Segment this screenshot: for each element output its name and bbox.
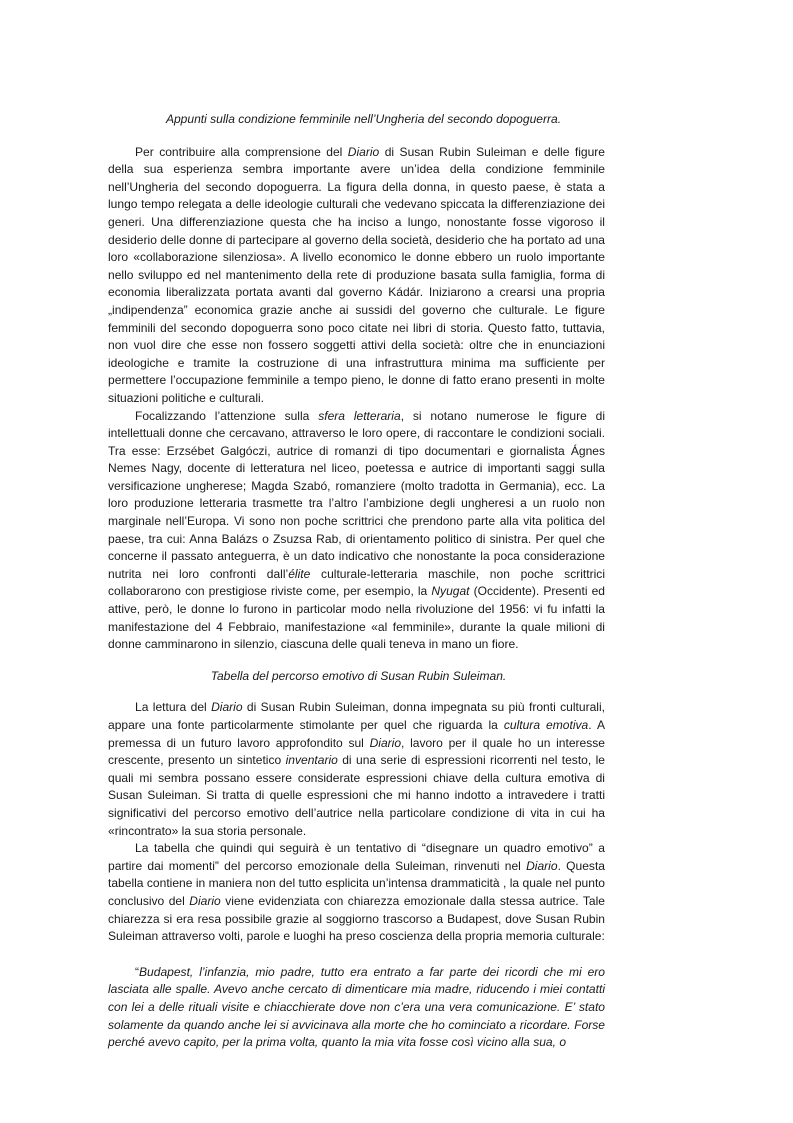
block-quote bbox=[108, 964, 605, 1052]
text-run: Focalizzando l’attenzione sulla bbox=[135, 408, 319, 423]
text-run: , si notano numerose le figure di intellettuali donne che cercavano, attraverso le loro opere, di raccontare le condizioni sociali. Tra esse: Erzsébet Galgóczi, autrice di romanzi di tipo documentari e giornalista Ágnes Nemes Nagy, docente di letteratura nel liceo, poetessa e autrice di importanti saggi sulla versificazione ungherese; Magda Szabó, romanziere (molto tradotta in Germania), ecc. La loro produzione letteraria trasmette tra l’altro l’ambizione degli ungheresi a un ruolo non marginale nell’Europa. Vi sono non poche scrittrici che prendono parte alla vita politica del paese, tra cui: Anna Balázs o Zsuzsa Rab, di orientamento politico di sinistra. Per quel che concerne il passato anteguerra, è un dato indicativo che nonostante la poca considerazione nutrita nei loro confronti dall’ bbox=[108, 408, 606, 581]
text-run: . A premessa di un futuro lavoro approfondito sul bbox=[108, 718, 605, 750]
italic-diario: Diario bbox=[189, 893, 221, 908]
italic-elite: élite bbox=[288, 566, 311, 581]
document-page bbox=[108, 102, 605, 1052]
text-run: La tabella che quindi qui seguirà è un tentativo di “disegnare un quadro emotivo” a partire dai momenti” del percorso emozionale della Suleiman, rinvenuti nel bbox=[108, 841, 605, 873]
text-run: , lavoro per il quale ho un interesse crescente, presento un sintetico bbox=[108, 735, 605, 768]
italic-sfera-letteraria: sfera letteraria bbox=[318, 408, 401, 423]
italic-inventario: inventario bbox=[285, 753, 338, 768]
quote-text: Budapest, l’infanzia, mio padre, tutto era entrato a far parte dei ricordi che mi ero lasciata alle spalle. Avevo anche cercato di dimenticare mia madre, riducendo i miei contatti con lei a delle rituali visite e chiacchierate dove non c’era una vera comunicazione. E’ stato solamente da quando anche lei si avvicinava alla morte che ho cominciato a ricordare. Forse perché avevo capito, per la prima volta, quanto la mia vita fosse così vicino alla sua, o bbox=[108, 964, 605, 1050]
text-run: . Questa tabella contiene in maniera non del tutto esplicita un’intensa drammaticità , la quale nel punto conclusivo del bbox=[108, 858, 605, 908]
text-run: di una serie di espressioni ricorrenti nel testo, le quali mi sembra possano essere considerate espressioni chiave della cultura emotiva di Susan Suleiman. Si tratta di quelle espressioni che mi hanno indotto a intravedere i tratti significativi del percorso emotivo dell’autrice nella particolare condizione di vita in cui ha «rincontrato» la sua storia personale. bbox=[108, 753, 605, 838]
section-title-condizione-femminile: Appunti sulla condizione femminile nell’Ungheria del secondo dopoguerra. bbox=[165, 112, 562, 126]
paragraph-tabella bbox=[108, 840, 605, 946]
italic-cultura-emotiva: cultura emotiva bbox=[503, 718, 589, 732]
italic-nyugat: Nyugat bbox=[431, 584, 470, 599]
text-run: viene evidenziata con chiarezza emozionale dalla stessa autrice. Tale chiarezza si era resa possibile grazie al soggiorno trascorso a Budapest, dove Susan Rubin Suleiman attraverso volti, parole e luoghi ha preso coscienza della propria memoria culturale: bbox=[108, 893, 605, 944]
italic-diario: Diario bbox=[347, 144, 380, 159]
paragraph-sfera-letteraria bbox=[108, 408, 605, 654]
section-title-tabella: Tabella del percorso emotivo di Susan Rubin Suleiman. bbox=[210, 668, 507, 683]
paragraph-context bbox=[108, 144, 605, 408]
text-run: culturale-letteraria maschile, non poche scrittrici collaborarono con prestigiose riviste come, per esempio, la bbox=[108, 566, 605, 599]
italic-diario: Diario bbox=[526, 858, 558, 873]
quote-open-mark: “ bbox=[135, 964, 140, 979]
text-run: Per contribuire alla comprensione del bbox=[135, 144, 348, 159]
text-run: (Occidente). Presenti ed attive, però, le donne lo furono in particolar modo nella rivoluzione del 1956: vi fu infatti la manifestazione del 4 Febbraio, manifestazione «al femminile», durante la quale milioni di donne camminarono in silenzio, ciascuna delle quali teneva in mano un fiore. bbox=[108, 584, 606, 652]
text-run: di Susan Rubin Suleiman, donna impegnata su più fronti culturali, appare una fonte particolarmente stimolante per quel che riguarda la bbox=[108, 700, 606, 732]
text-run: di Susan Rubin Suleiman e delle figure della sua esperienza sembra importante avere un’idea della condizione femminile nell’Ungheria del secondo dopoguerra. La figura della donna, in questo paese, è stata a lungo tempo relegata a delle ideologie culturali che vedevano spiccata la differenziazione dei generi. Una differenziazione questa che ha inciso a lungo, nonostante fosse vigoroso il desiderio delle donne di partecipare al governo della società, desiderio che ha portato ad una loro «collaborazione silenziosa». A livello economico le donne ebbero un ruolo importante nello sviluppo ed nel mantenimento della rete di produzione basata sulla famiglia, forma di economia liberalizzata portata avanti dal governo Kádár. Iniziarono a crearsi una propria „indipendenza” economica grazie anche ai sussidi del governo che culturale. Le figure femminili del secondo dopoguerra sono poco citate nei libri di storia. Questo fatto, tuttavia, non vuol dire che esse non fossero soggetti attivi della società: oltre che in enunciazioni ideologiche e tramite la costruzione di una infrastruttura minima ma sufficiente per permettere l’occupazione femminile a tempo pieno, le donne di fatto erano presenti in molte situazioni politiche e culturali. bbox=[108, 144, 605, 405]
text-run: La lettura del bbox=[135, 700, 212, 715]
italic-diario: Diario bbox=[369, 735, 402, 750]
italic-diario: Diario bbox=[211, 700, 243, 715]
paragraph-lettura-diario bbox=[108, 699, 605, 840]
